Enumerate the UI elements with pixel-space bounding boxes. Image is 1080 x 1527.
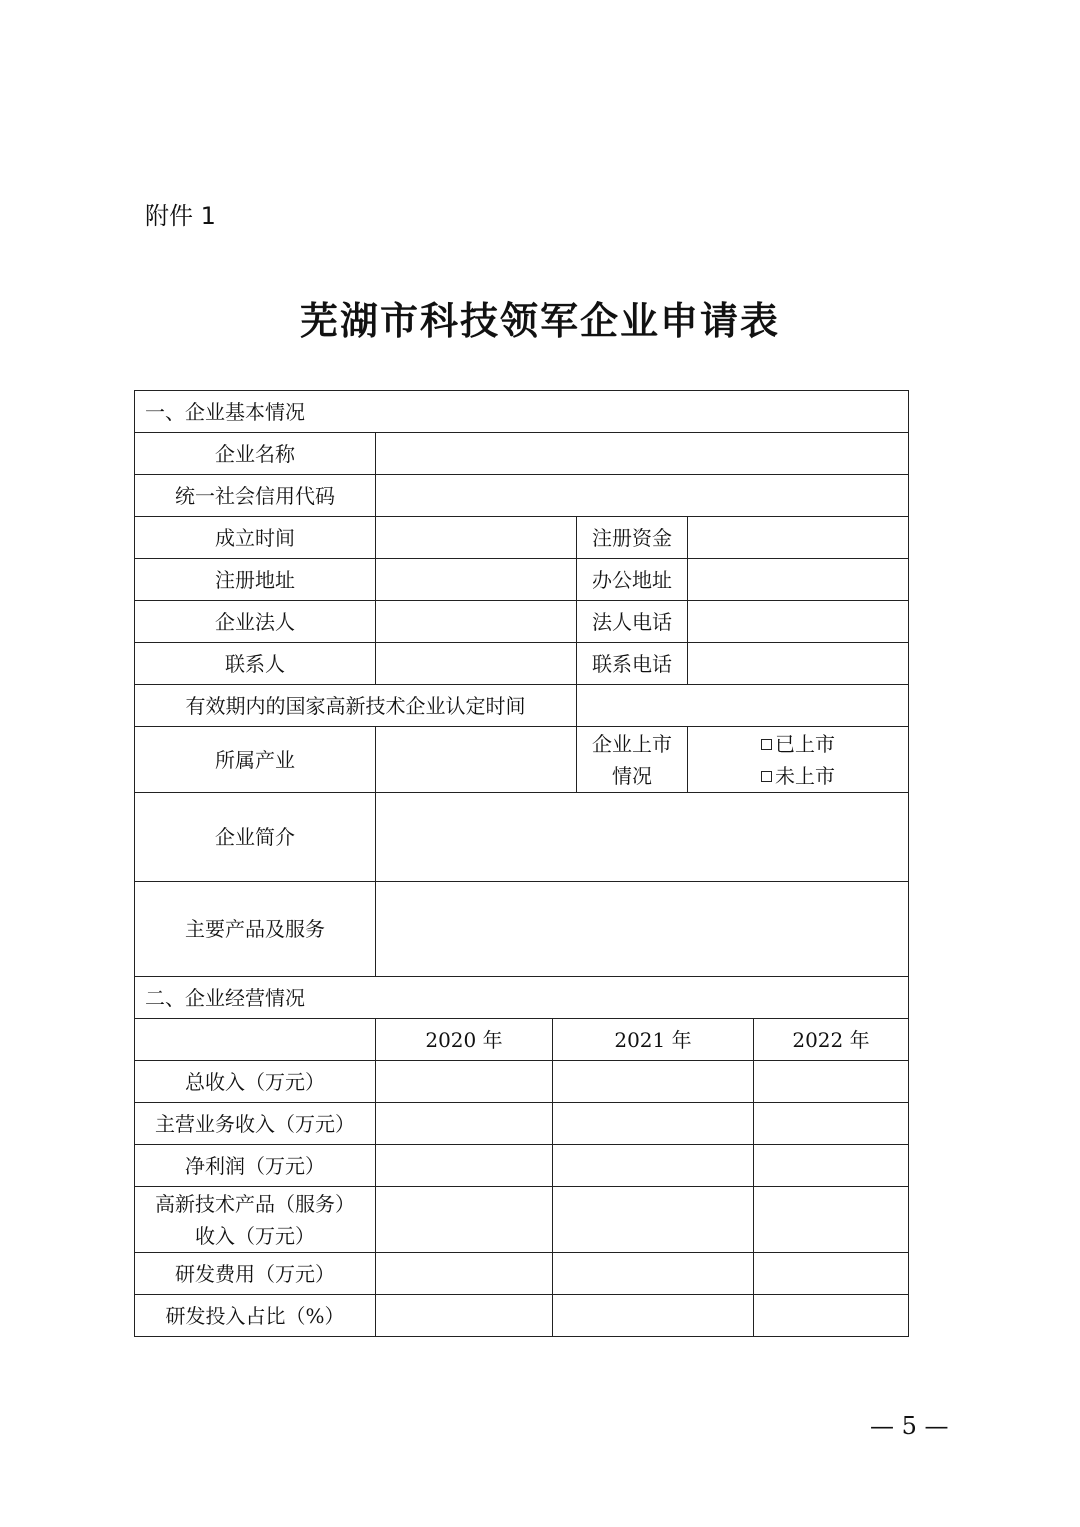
option-unlisted[interactable]	[694, 760, 902, 792]
year-header: 2022 年	[754, 1019, 909, 1061]
label-legal-phone: 法人电话	[577, 601, 688, 643]
label-contact: 联系人	[135, 643, 376, 685]
field-legal-person[interactable]	[376, 601, 577, 643]
cell-2022[interactable]	[754, 1145, 909, 1187]
cell-2020[interactable]	[376, 1061, 553, 1103]
cell-2021[interactable]	[553, 1253, 754, 1295]
label-legal-person: 企业法人	[135, 601, 376, 643]
section-basic-heading: 一、企业基本情况	[135, 391, 909, 433]
cell-2020[interactable]	[376, 1103, 553, 1145]
label-contact-phone: 联系电话	[577, 643, 688, 685]
label-products: 主要产品及服务	[135, 882, 376, 977]
field-contact[interactable]	[376, 643, 577, 685]
cell-2020[interactable]	[376, 1145, 553, 1187]
year-header-blank	[135, 1019, 376, 1061]
application-form-table	[134, 390, 909, 1337]
option-listed[interactable]	[694, 728, 902, 760]
checkbox-icon[interactable]	[761, 771, 772, 782]
cell-2022[interactable]	[754, 1187, 909, 1253]
field-profile[interactable]	[376, 793, 909, 882]
label-total-revenue: 总收入（万元）	[135, 1061, 376, 1103]
label-hightech-time: 有效期内的国家高新技术企业认定时间	[135, 685, 577, 727]
cell-2022[interactable]	[754, 1295, 909, 1337]
field-registered-capital[interactable]	[688, 517, 909, 559]
field-contact-phone[interactable]	[688, 643, 909, 685]
cell-2022[interactable]	[754, 1253, 909, 1295]
option-listed-label: 已上市	[775, 731, 835, 756]
section-operations-heading: 二、企业经营情况	[135, 977, 909, 1019]
label-net-profit: 净利润（万元）	[135, 1145, 376, 1187]
label-profile: 企业简介	[135, 793, 376, 882]
cell-2020[interactable]	[376, 1187, 553, 1253]
cell-2021[interactable]	[553, 1187, 754, 1253]
option-unlisted-label: 未上市	[775, 763, 835, 788]
label-credit-code: 统一社会信用代码	[135, 475, 376, 517]
cell-2020[interactable]	[376, 1253, 553, 1295]
field-established[interactable]	[376, 517, 577, 559]
field-hightech-time[interactable]	[577, 685, 909, 727]
form-title: 芜湖市科技领军企业申请表	[299, 298, 780, 343]
field-industry[interactable]	[376, 727, 577, 793]
label-rd-ratio: 研发投入占比（%）	[135, 1295, 376, 1337]
field-legal-phone[interactable]	[688, 601, 909, 643]
page-number: — 5 —	[870, 1412, 949, 1440]
label-registered-address: 注册地址	[135, 559, 376, 601]
label-rd-expense: 研发费用（万元）	[135, 1253, 376, 1295]
attachment-label: 附件 1	[145, 202, 216, 230]
field-company-name[interactable]	[376, 433, 909, 475]
field-credit-code[interactable]	[376, 475, 909, 517]
label-listing-status: 企业上市情况	[577, 727, 688, 793]
label-hightech-revenue: 高新技术产品（服务）收入（万元）	[135, 1187, 376, 1253]
cell-2022[interactable]	[754, 1103, 909, 1145]
label-company-name: 企业名称	[135, 433, 376, 475]
cell-2021[interactable]	[553, 1061, 754, 1103]
label-office-address: 办公地址	[577, 559, 688, 601]
cell-2021[interactable]	[553, 1103, 754, 1145]
cell-2020[interactable]	[376, 1295, 553, 1337]
label-registered-capital: 注册资金	[577, 517, 688, 559]
year-header: 2021 年	[553, 1019, 754, 1061]
year-header: 2020 年	[376, 1019, 553, 1061]
label-industry: 所属产业	[135, 727, 376, 793]
checkbox-icon[interactable]	[761, 739, 772, 750]
cell-2021[interactable]	[553, 1295, 754, 1337]
cell-2021[interactable]	[553, 1145, 754, 1187]
field-products[interactable]	[376, 882, 909, 977]
field-registered-address[interactable]	[376, 559, 577, 601]
field-office-address[interactable]	[688, 559, 909, 601]
label-established: 成立时间	[135, 517, 376, 559]
label-main-revenue: 主营业务收入（万元）	[135, 1103, 376, 1145]
cell-2022[interactable]	[754, 1061, 909, 1103]
listing-options	[688, 727, 909, 793]
